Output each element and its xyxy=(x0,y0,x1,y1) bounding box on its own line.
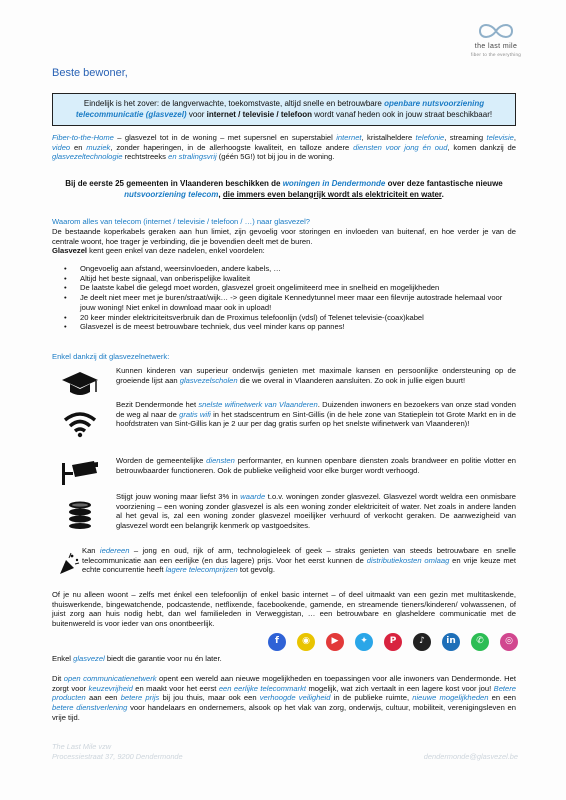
network-highlight: nieuwe mogelijkheden xyxy=(412,693,489,703)
facebook-icon: f xyxy=(268,633,286,651)
guarantee-highlight: glasvezel xyxy=(73,654,105,663)
list-item: • Altijd het beste signaal, van onberispelijke kwaliteit xyxy=(52,274,516,284)
intro-muziek: muziek xyxy=(86,142,111,152)
why-text: De bestaande koperkabels geraken aan hun limiet, zijn gevoelig voor storingen en invloeden van buitenaf, en hoe verder je van de centrale woont, hoe trager je verbinding, die je bovendien deelt met de buren. xyxy=(52,227,516,246)
network-text: in de publieke ruimte, xyxy=(330,693,413,703)
network-highlight: een eerlijke telecommarkt xyxy=(218,683,307,693)
youtube-icon: ▶ xyxy=(326,633,344,651)
network-text: bij jou thuis, maar ook een xyxy=(159,693,260,703)
list-item: • Ongevoelig aan afstand, weersinvloeden, andere kabels, … xyxy=(52,264,516,274)
guarantee-text: biedt die garantie voor nu én later. xyxy=(104,654,222,663)
feature-text: in het stadscentrum en Sint-Gillis (in de hele zone van Statieplein tot Grote Markt en in de hoofdstraten van Sint-Gillis kan je 2 uur per dag gratis surfen op het snelste wifinetwerk van Vlaanderen)! xyxy=(116,409,516,429)
intro-paragraph xyxy=(52,133,516,162)
feature-text: t.o.v. woningen zonder glasvezel. Glasvezel wordt weldra een onmisbare voorziening – een woning zonder glasvezel is als een woning zonder elektriciteit of water. Net zoals in andere landen al het geval is, zal een woning zonder glasvezel moeilijker verhuurd of verkocht geraken. De aanwezigheid van glasvezel wordt een belangrijk kenmerk op vastgoedsites. xyxy=(116,492,516,531)
banner-highlight-1: openbare nutsvoorziening telecommunicatie (glasvezel) xyxy=(75,99,485,119)
callout-paragraph xyxy=(52,179,516,200)
graduation-cap-icon xyxy=(52,366,108,402)
feature-text: Kunnen kinderen van superieur onderwijs genieten met maximale kansen en persoonlijke ondersteuning op de groeiende lijst aan xyxy=(116,366,516,385)
intro-televisie: televisie xyxy=(486,133,514,142)
network-text: Dit xyxy=(52,674,64,683)
network-paragraph xyxy=(52,674,516,723)
network-text: voor handelaars en ondernemers, alsook op het vlak van zorg, onderwijs, cultuur, mobiliteit, verenigingsleven en vrije tijd. xyxy=(52,703,516,722)
feature-text: Stijgt jouw woning maar liefst 3% in xyxy=(116,492,241,501)
instagram-icon: ◎ xyxy=(500,633,518,651)
feature-highlight: waarde xyxy=(240,492,266,501)
footer-org: The Last Mile vzw xyxy=(52,742,112,751)
intro-diensten: diensten voor jong én oud xyxy=(353,142,448,152)
network-highlight: betere prijs xyxy=(120,693,160,703)
feature-text: die we overal in Vlaanderen aansluiten. Zo ook in jullie eigen buurt! xyxy=(237,375,466,385)
communication-text: Of je nu alleen woont – zelfs met énkel een telefoonlijn of enkel basic internet – of deel uitmaakt van een gezin met multitaskende, thuiswerkende, bingewatchende, podcastende, netflixende, facebookende, gamende, en streamende tieners/kinderen/ volwassenen, of juist zorg aan huis nodig hebt, dan wel familieleden in Verweggistan, … een betrouwbare en glasheldere communicatie met de buitenwereld is voor ieder van ons onontbeerlijk. xyxy=(52,590,516,629)
logo-brand-text: the last mile xyxy=(474,43,518,50)
intro-text: , xyxy=(513,133,517,142)
callout-text: . xyxy=(441,189,444,199)
network-text: aan een xyxy=(85,693,121,703)
network-highlight: betere dienstverlening xyxy=(52,703,128,713)
why-glasvezel: Glasvezel xyxy=(52,246,88,256)
callout-highlight: woningen in Dendermonde xyxy=(282,179,386,188)
communication-paragraph xyxy=(52,590,516,629)
network-highlight: Betere producten xyxy=(52,683,517,703)
intro-internet: internet xyxy=(336,133,362,142)
intro-text: en xyxy=(70,142,87,152)
feature-text: performanter, en kunnen openbare diensten zoals brandweer en politie vlotter en betrouwbaarder functioneren. Ook de publieke veiligheid voor elke burger wordt verhoogd. xyxy=(116,456,516,475)
why-text-2: kent geen enkel van deze nadelen, enkel voordelen: xyxy=(87,246,265,256)
feature-text: Worden de gemeentelijke xyxy=(116,456,207,465)
intro-text: , kristalheldere xyxy=(361,133,416,142)
network-text: opent een wereld aan nieuwe mogelijkheden en toepassingen voor alle inwoners van Dendermonde. Het zorgt voor xyxy=(52,674,516,693)
feature-text: en vrije keuze met echte concurrentie heeft xyxy=(82,555,516,575)
network-text: en maakt voor het eerst xyxy=(132,683,219,693)
why-heading: Waarom alles van telecom (internet / televisie / telefoon / …) naar glasvezel? xyxy=(52,217,311,226)
intro-text: – glasvezel tot in de woning – met supersnel en superstabiel xyxy=(113,133,337,142)
logo-tagline: fiber to the everything xyxy=(470,51,522,57)
callout-text: Bij de eerste 25 gemeenten in Vlaanderen beschikken de xyxy=(65,179,283,188)
intro-fttH: Fiber-to-the-Home xyxy=(52,133,114,142)
tiktok-icon: ♪ xyxy=(413,633,431,651)
list-item: • De laatste kabel die gelegd moet worden, glasvezel groeit ongelimiteerd mee in snelheid en mogelijkheden xyxy=(52,283,516,293)
feature-highlight: lagere telecomprijzen xyxy=(165,565,238,575)
banner-text-3: wordt vanaf heden ook in jouw straat beschikbaar! xyxy=(311,109,493,119)
intro-text: , zonder haperingen, in de allerhoogste kwaliteit, en talloze andere xyxy=(110,142,354,152)
banner-text-1: Eindelijk is het zover: de langverwachte, toekomstvaste, altijd snelle en betrouwbare xyxy=(83,99,385,108)
feature-text: Kan xyxy=(82,546,100,555)
coins-icon xyxy=(52,496,108,532)
the-last-mile-logo xyxy=(456,20,536,58)
feature-highlight: iedereen xyxy=(99,546,130,555)
snapchat-icon: ◉ xyxy=(297,633,315,651)
intro-text: (géén 5G!) tot bij jou in de woning. xyxy=(216,152,335,162)
why-paragraph xyxy=(52,227,516,256)
callout-highlight: nutsvoorziening telecom xyxy=(124,189,219,199)
guarantee-text: Enkel xyxy=(52,654,74,663)
network-highlight: keuzevrijheid xyxy=(88,683,133,693)
feature-highlight: diensten xyxy=(206,456,235,465)
footer-address: Processiestraat 37, 9200 Dendermonde xyxy=(52,752,183,762)
intro-telefonie: telefonie xyxy=(415,133,445,142)
feature-highlight: distributiekosten omlaag xyxy=(366,555,450,565)
callout-underlined: die immers even belangrijk wordt als elektriciteit en water xyxy=(222,189,442,199)
banner-highlight-2: internet / televisie / telefoon xyxy=(206,109,312,119)
callout-text: over deze fantastische nieuwe xyxy=(385,179,503,188)
intro-text: , streaming xyxy=(444,133,487,142)
banner-text-2: voor xyxy=(186,109,207,119)
network-text: en een xyxy=(488,693,516,703)
benefits-heading: Enkel dankzij dit glasvezelnetwerk: xyxy=(52,352,170,361)
twitter-icon: ✦ xyxy=(355,633,373,651)
feature-text: Bezit Dendermonde het xyxy=(116,400,199,409)
callout-text: , xyxy=(218,189,223,199)
intro-text: , komen dankzij de xyxy=(447,142,516,152)
greeting: Beste bewoner, xyxy=(52,67,128,79)
announcement-banner xyxy=(52,93,516,126)
feature-highlight: glasvezelscholen xyxy=(179,375,238,385)
feature-highlight: snelste wifinetwerk van Vlaanderen xyxy=(198,400,318,409)
whatsapp-icon: ✆ xyxy=(471,633,489,651)
network-highlight: open communicatienetwerk xyxy=(63,674,157,683)
intro-glasvezeltechnologie: glasvezeltechnologie xyxy=(52,152,123,162)
feature-text: tot gevolg. xyxy=(237,565,275,575)
infinity-logo-icon xyxy=(474,20,518,42)
network-text: mogelijk, wat zich vertaalt in een lagere kost voor jou! xyxy=(306,683,494,693)
footer xyxy=(52,742,518,763)
guarantee-line xyxy=(52,654,516,664)
social-media-icons xyxy=(268,631,518,653)
intro-video: video xyxy=(52,142,71,152)
intro-text: rechtstreeks xyxy=(122,152,169,162)
wifi-icon xyxy=(52,406,108,442)
list-item: • Glasvezel is de meest betrouwbare techniek, dus veel minder kans op pannes! xyxy=(52,322,516,332)
feature-text: – jong en oud, rijk of arm, technologieleek of geek – straks genieten van steeds betrouwbare en snelle telecommunicatie aan een eerlijke (en dus lagere) prijs. Voor het eerst kunnen de xyxy=(82,546,517,565)
list-item: • Je deelt niet meer met je buren/straat/wijk… -> geen digitale Kennedytunnel meer maar een filevrije autostrade helemaal voor jouw woning! Niet enkel in download maar ook in upload! xyxy=(52,293,516,312)
feature-highlight: gratis wifi xyxy=(179,409,211,419)
network-highlight: verhoogde veiligheid xyxy=(259,693,331,703)
intro-stralingsvrij: en stralingsvrij xyxy=(168,152,217,162)
feature-text: . Duizenden inwoners en bezoekers van onze stad vonden de weg al naar de xyxy=(116,400,516,419)
advantages-list xyxy=(52,264,516,332)
list-item: • 20 keer minder elektriciteitsverbruik dan de Proximus telefoonlijn (vdsl) of Telenet televisie-(coax)kabel xyxy=(52,313,516,323)
footer-email[interactable]: dendermonde@glasvezel.be xyxy=(423,752,518,761)
linkedin-icon: in xyxy=(442,633,460,651)
pinterest-icon: P xyxy=(384,633,402,651)
security-camera-icon xyxy=(52,456,108,492)
